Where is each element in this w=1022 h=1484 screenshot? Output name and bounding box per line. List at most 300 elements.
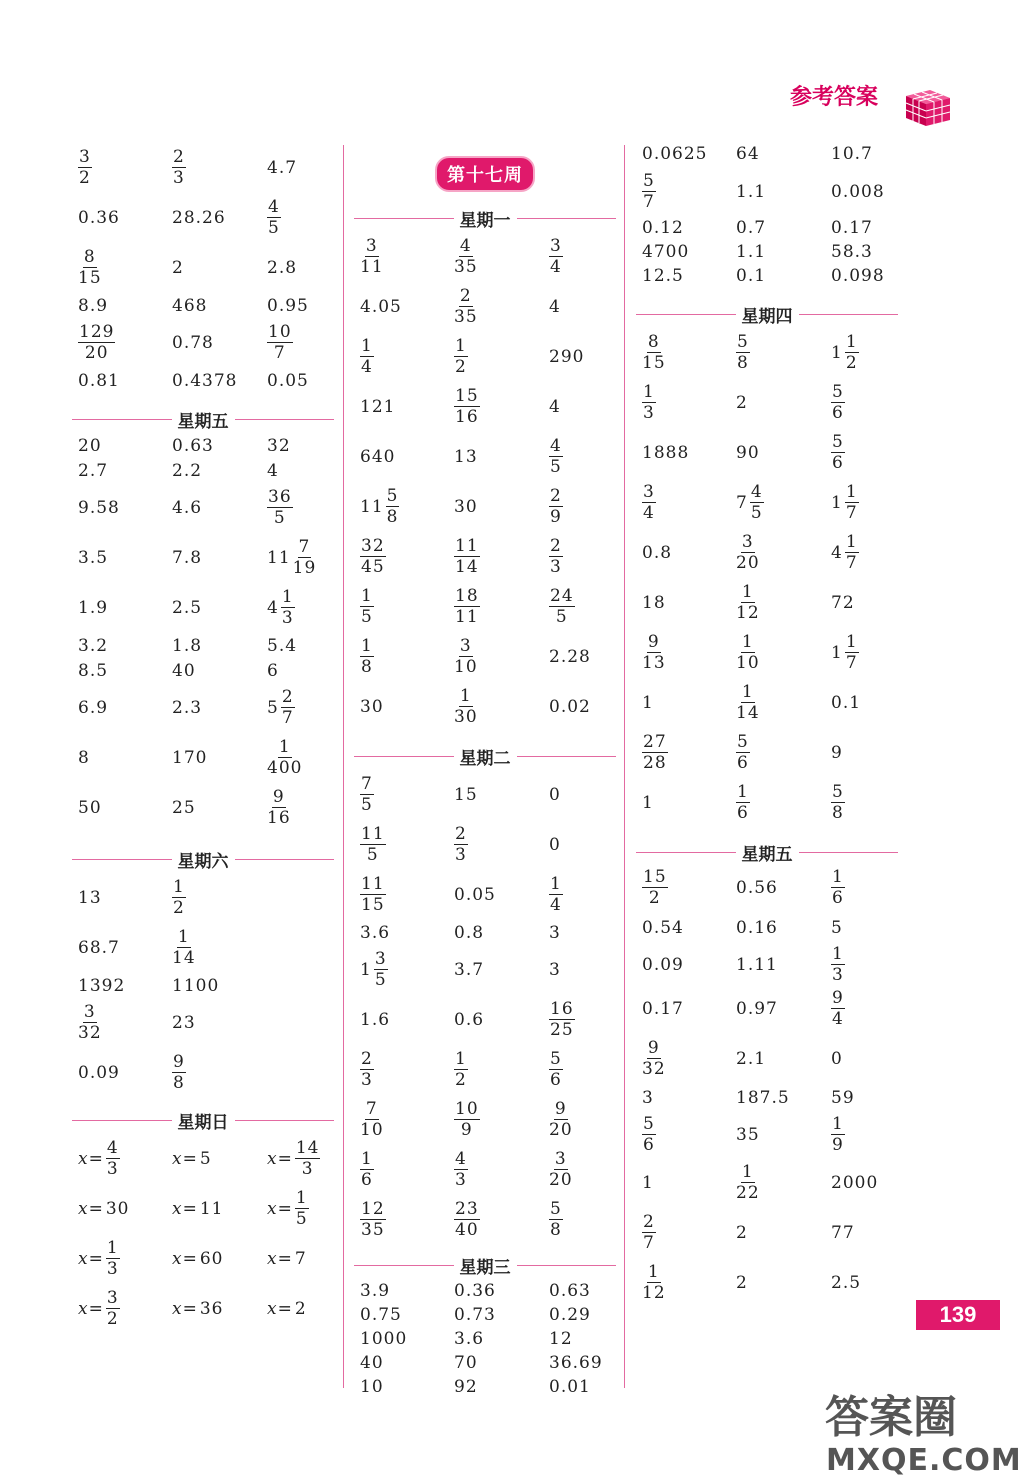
- denominator: 5: [295, 1209, 308, 1229]
- answer-value: [172, 929, 196, 967]
- answer-value: 0.63: [172, 435, 214, 456]
- answer-value: [267, 199, 281, 237]
- answer-cell: [454, 1327, 484, 1351]
- answer-value: 0.09: [642, 955, 684, 975]
- answer-value: [736, 784, 750, 822]
- answer-cell: [642, 264, 684, 288]
- answer-cell: [78, 193, 120, 243]
- answer-cell: [642, 678, 654, 728]
- answer-value: 0.95: [267, 295, 309, 316]
- answer-cell: [736, 678, 760, 728]
- numerator: 3: [79, 147, 91, 167]
- answer-row: [72, 433, 334, 458]
- answer-cell: [642, 1208, 656, 1258]
- denominator: 3: [455, 1170, 467, 1190]
- answer-row: [636, 910, 898, 946]
- answer-value: [642, 869, 668, 907]
- answer-cell: [642, 168, 656, 216]
- numerator: 1: [845, 632, 858, 652]
- answer-value: 70: [454, 1353, 478, 1373]
- numerator: 1: [643, 382, 655, 402]
- answer-cell: [454, 232, 478, 282]
- fraction: [360, 1201, 386, 1239]
- answer-value: 0.17: [831, 218, 873, 238]
- numerator: 2: [459, 286, 472, 306]
- answer-row: [636, 240, 898, 264]
- answer-value: [549, 438, 563, 476]
- answer-value: [549, 488, 563, 526]
- denominator: 20: [549, 1170, 573, 1190]
- column-divider-1: [343, 145, 344, 1388]
- denominator: 40: [455, 1220, 479, 1240]
- answer-value: 0.97: [736, 999, 778, 1019]
- numerator: 1: [737, 782, 749, 802]
- section-tuesday: [354, 742, 616, 770]
- fraction: [831, 1116, 845, 1154]
- answer-value: [454, 288, 478, 326]
- denominator: 8: [832, 803, 844, 823]
- denominator: 6: [737, 753, 749, 773]
- answer-cell: [454, 1279, 496, 1303]
- fraction: [454, 238, 478, 276]
- answer-cell: [549, 282, 561, 332]
- answer-value: [642, 334, 666, 372]
- numerator: 3: [554, 1149, 567, 1169]
- answer-value: 1.1: [736, 242, 767, 262]
- answer-row: [354, 1095, 616, 1145]
- answer-value: [267, 589, 295, 627]
- denominator: 2: [106, 1309, 119, 1329]
- answer-value: [831, 784, 845, 822]
- denominator: 15: [642, 353, 666, 373]
- answer-cell: [549, 820, 561, 870]
- denominator: 11: [455, 607, 479, 627]
- mixed-number: [360, 951, 388, 989]
- answer-cell: [454, 1375, 478, 1399]
- answer-row: [354, 382, 616, 432]
- answer-value: 1: [642, 793, 654, 813]
- equation: [172, 1199, 223, 1219]
- answer-cell: [267, 143, 297, 193]
- answer-cell: [642, 1034, 666, 1084]
- answer-value: 1.8: [172, 635, 203, 656]
- answer-value: 20: [78, 435, 102, 456]
- answer-value: [549, 876, 563, 914]
- equation: [78, 1140, 120, 1178]
- numerator: 8: [647, 332, 660, 352]
- answer-value: 9: [831, 743, 843, 763]
- answer-value: [642, 634, 666, 672]
- answer-value: 0.81: [78, 370, 120, 391]
- answer-cell: [172, 143, 186, 193]
- fraction: [267, 739, 302, 777]
- numerator: 1: [361, 336, 373, 356]
- answer-cell: [549, 920, 561, 945]
- answer-row: [354, 1351, 616, 1375]
- variable: x=: [172, 1299, 198, 1319]
- fraction: [642, 173, 656, 211]
- numerator: 18: [455, 586, 479, 606]
- answer-value: 4: [549, 297, 561, 317]
- fraction: [736, 684, 760, 722]
- answer-value: [172, 1199, 223, 1219]
- numerator: 129: [79, 322, 115, 342]
- fraction: [549, 876, 563, 914]
- answer-value: 8.5: [78, 660, 109, 681]
- answer-value: [360, 338, 374, 376]
- denominator: 28: [643, 753, 667, 773]
- fraction: [642, 1116, 656, 1154]
- answer-row: [636, 1208, 898, 1258]
- equation-value: 11: [199, 1199, 224, 1219]
- denominator: 2: [455, 357, 467, 377]
- answer-value: [172, 1054, 186, 1092]
- numerator: 2: [361, 1049, 373, 1069]
- watermark-url: MXQE.COM: [826, 1443, 1022, 1478]
- answer-value: [549, 1201, 563, 1239]
- answer-cell: [454, 1351, 478, 1375]
- denominator: 14: [172, 948, 196, 968]
- fraction: [736, 1164, 760, 1202]
- spacer: [72, 393, 334, 405]
- section-label-text: 星期五: [736, 845, 799, 865]
- answer-cell: [267, 658, 279, 683]
- answer-cell: [549, 432, 563, 482]
- denominator: 5: [366, 845, 379, 865]
- fraction: [549, 1001, 575, 1039]
- fraction: [454, 538, 480, 576]
- answer-value: [549, 588, 575, 626]
- spacer: [636, 828, 898, 838]
- answer-value: 8.9: [78, 295, 109, 316]
- answer-cell: [172, 243, 184, 293]
- answer-value: 10: [360, 1377, 384, 1397]
- answer-value: 0.54: [642, 918, 684, 938]
- fraction: [549, 1101, 573, 1139]
- answer-row: [354, 632, 616, 682]
- answer-row: [72, 873, 334, 923]
- answer-cell: [360, 1303, 402, 1327]
- numerator: 1: [173, 877, 185, 897]
- answer-row: [354, 332, 616, 382]
- section-label-text: 星期日: [172, 1113, 235, 1133]
- answer-value: [360, 951, 388, 989]
- answer-cell: [549, 482, 563, 532]
- variable: x=: [78, 1299, 104, 1319]
- answer-value: 2.28: [549, 647, 591, 667]
- fraction: [78, 249, 102, 287]
- section-wednesday: [354, 1251, 616, 1279]
- answer-row: [72, 1184, 334, 1234]
- whole-part: 1: [360, 960, 372, 980]
- denominator: 35: [361, 1220, 385, 1240]
- variable: x=: [172, 1149, 198, 1169]
- answer-value: [454, 1101, 480, 1139]
- whole-part: 11: [360, 497, 384, 517]
- numerator: 1: [455, 336, 467, 356]
- fraction: [845, 484, 859, 522]
- answer-value: 2.1: [736, 1049, 767, 1069]
- denominator: 6: [832, 403, 844, 423]
- answer-value: 3.9: [360, 1281, 391, 1301]
- answer-value: [831, 1116, 845, 1154]
- answer-cell: [360, 945, 388, 995]
- answer-value: [831, 869, 845, 907]
- answer-cell: [172, 873, 186, 923]
- fraction: [106, 1290, 120, 1328]
- fraction: [736, 734, 750, 772]
- answer-cell: [736, 778, 750, 828]
- numerator: 5: [737, 332, 749, 352]
- answer-value: 3: [549, 922, 561, 943]
- answer-row: [354, 1327, 616, 1351]
- answer-value: 3.2: [78, 635, 109, 656]
- answer-cell: [172, 733, 207, 783]
- answer-row: [72, 658, 334, 683]
- answer-value: 121: [360, 397, 396, 417]
- numerator: 23: [455, 1199, 479, 1219]
- answer-value: [454, 638, 478, 676]
- answer-value: 0.1: [736, 266, 767, 286]
- mixed-number: [831, 334, 859, 372]
- numerator: 1: [741, 632, 754, 652]
- answer-value: [78, 1140, 120, 1178]
- answer-cell: [78, 973, 125, 998]
- equation: [172, 1249, 223, 1269]
- answer-cell: [454, 1145, 468, 1195]
- answer-cell: [360, 482, 399, 532]
- answer-value: 0.098: [831, 266, 885, 286]
- answer-value: [454, 238, 478, 276]
- answer-row: [636, 984, 898, 1034]
- answer-value: 170: [172, 748, 208, 768]
- denominator: 22: [736, 1183, 760, 1203]
- answer-cell: [78, 1134, 120, 1184]
- answer-cell: [78, 683, 108, 733]
- answer-cell: [549, 332, 584, 382]
- answer-cell: [642, 378, 656, 428]
- answer-value: [78, 1240, 120, 1278]
- answer-value: 30: [360, 697, 384, 717]
- answer-cell: [549, 1095, 573, 1145]
- answer-cell: [642, 728, 668, 778]
- numerator: 1: [845, 332, 858, 352]
- answer-value: [267, 489, 293, 527]
- mixed-number: [267, 589, 295, 627]
- answer-cell: [454, 382, 480, 432]
- numerator: 3: [365, 236, 378, 256]
- answer-cell: [454, 1095, 480, 1145]
- answer-cell: [360, 870, 386, 920]
- answer-cell: [172, 368, 237, 393]
- denominator: 3: [832, 965, 844, 985]
- section-label: [72, 407, 334, 432]
- section-label: [354, 744, 616, 769]
- answer-cell: [831, 728, 843, 778]
- numerator: 27: [643, 732, 667, 752]
- answer-cell: [736, 1158, 760, 1208]
- numerator: 12: [361, 1199, 385, 1219]
- section-label-text: 星期六: [172, 852, 235, 872]
- answer-value: 25: [172, 798, 196, 818]
- numerator: 32: [361, 536, 385, 556]
- answer-value: [360, 638, 374, 676]
- equation-value: 5: [199, 1149, 212, 1169]
- numerator: 1: [832, 1114, 844, 1134]
- answer-value: 4.7: [267, 158, 298, 178]
- fraction: [454, 1101, 480, 1139]
- answer-value: [831, 634, 859, 672]
- answer-value: 0.01: [549, 1377, 591, 1397]
- answer-value: 9.58: [78, 498, 120, 518]
- numerator: 1: [106, 1238, 119, 1258]
- answer-value: 5: [831, 918, 843, 938]
- answer-cell: [267, 368, 309, 393]
- answer-value: 3: [549, 960, 561, 980]
- fraction: [267, 324, 293, 362]
- denominator: 4: [361, 357, 373, 377]
- denominator: 8: [361, 657, 373, 677]
- denominator: 4: [550, 257, 562, 277]
- answer-value: [454, 538, 480, 576]
- mixed-number: [831, 534, 859, 572]
- denominator: 3: [106, 1259, 119, 1279]
- numerator: 5: [832, 782, 844, 802]
- answer-value: 0.4378: [172, 370, 238, 391]
- answer-value: 23: [172, 1013, 196, 1033]
- answer-value: [736, 334, 750, 372]
- answer-value: 3: [642, 1088, 654, 1108]
- answer-value: 0: [549, 785, 561, 805]
- answer-value: 4: [267, 460, 279, 481]
- fraction: [360, 538, 386, 576]
- answer-value: 7.8: [172, 548, 203, 568]
- answer-value: [736, 584, 760, 622]
- whole-part: 4: [831, 543, 843, 563]
- answer-row: [72, 633, 334, 658]
- answer-value: [642, 173, 656, 211]
- answer-cell: [172, 1134, 212, 1184]
- answer-cell: [267, 433, 291, 458]
- answer-cell: [172, 293, 207, 318]
- answer-value: 13: [454, 447, 478, 467]
- answer-cell: [172, 193, 226, 243]
- answer-cell: [267, 1284, 307, 1334]
- answer-value: 0.1: [831, 693, 862, 713]
- answer-cell: [831, 168, 885, 216]
- answer-value: 4700: [642, 242, 690, 262]
- answer-value: 40: [172, 660, 196, 681]
- fraction: [549, 1151, 573, 1189]
- answer-row: [354, 1145, 616, 1195]
- answer-cell: [454, 770, 478, 820]
- answer-value: [831, 946, 845, 984]
- fraction: [454, 688, 478, 726]
- answer-row: [354, 770, 616, 820]
- answer-cell: [736, 910, 778, 946]
- section-label: [354, 206, 616, 231]
- numerator: 16: [550, 999, 574, 1019]
- mixed-number: [267, 689, 295, 727]
- answer-value: [831, 484, 859, 522]
- answer-value: [267, 539, 316, 577]
- fraction: [642, 334, 666, 372]
- fraction: [642, 1264, 666, 1302]
- answer-value: 2: [172, 258, 184, 278]
- section-label: [636, 840, 898, 865]
- answer-cell: [642, 866, 668, 910]
- answer-cell: [831, 628, 859, 678]
- denominator: 45: [361, 557, 385, 577]
- denominator: 6: [832, 888, 844, 908]
- answer-value: [78, 1199, 129, 1219]
- fraction: [454, 1201, 480, 1239]
- answer-row: [636, 378, 898, 428]
- answer-cell: [78, 1048, 120, 1098]
- column-divider-2: [624, 145, 625, 1388]
- section-label-text: 星期四: [736, 307, 799, 327]
- answer-cell: [267, 783, 291, 833]
- mixed-number: [831, 634, 859, 672]
- answer-cell: [831, 910, 843, 946]
- mixed-number: [736, 484, 764, 522]
- answer-value: [267, 789, 291, 827]
- answer-cell: [267, 293, 309, 318]
- answer-value: [78, 149, 92, 187]
- rubiks-cube-icon: [896, 88, 956, 128]
- answer-value: [736, 484, 764, 522]
- answer-row: [636, 428, 898, 478]
- denominator: 6: [361, 1170, 373, 1190]
- answer-cell: [172, 1048, 186, 1098]
- answer-cell: [360, 1351, 384, 1375]
- answer-value: [360, 776, 374, 814]
- answer-cell: [360, 1195, 386, 1245]
- numerator: 9: [272, 787, 285, 807]
- answer-cell: [78, 658, 108, 683]
- answer-column-2: [354, 150, 616, 1399]
- answer-row: [636, 1084, 898, 1112]
- numerator: 1: [832, 867, 844, 887]
- answer-cell: [549, 1375, 591, 1399]
- denominator: 5: [268, 218, 280, 238]
- answer-cell: [267, 243, 297, 293]
- answer-value: 2.7: [78, 460, 109, 481]
- watermark-logo: 答案圈: [825, 1392, 957, 1443]
- answer-cell: [642, 216, 684, 240]
- fraction: [831, 990, 845, 1028]
- answer-value: [78, 249, 102, 287]
- denominator: 3: [550, 557, 562, 577]
- spacer: [354, 732, 616, 742]
- denominator: 25: [550, 1020, 574, 1040]
- page-number: 139: [916, 1300, 1000, 1330]
- answer-cell: [736, 428, 760, 478]
- denominator: 3: [643, 403, 655, 423]
- answer-cell: [736, 240, 766, 264]
- fraction: [360, 1051, 374, 1089]
- answer-cell: [360, 1375, 384, 1399]
- answer-cell: [549, 1195, 563, 1245]
- fraction: [736, 584, 760, 622]
- answer-cell: [831, 1084, 855, 1112]
- answer-value: [831, 990, 845, 1028]
- numerator: 9: [173, 1052, 185, 1072]
- answer-cell: [454, 282, 478, 332]
- denominator: 2: [455, 1070, 467, 1090]
- answer-cell: [172, 1234, 223, 1284]
- fraction: [281, 589, 295, 627]
